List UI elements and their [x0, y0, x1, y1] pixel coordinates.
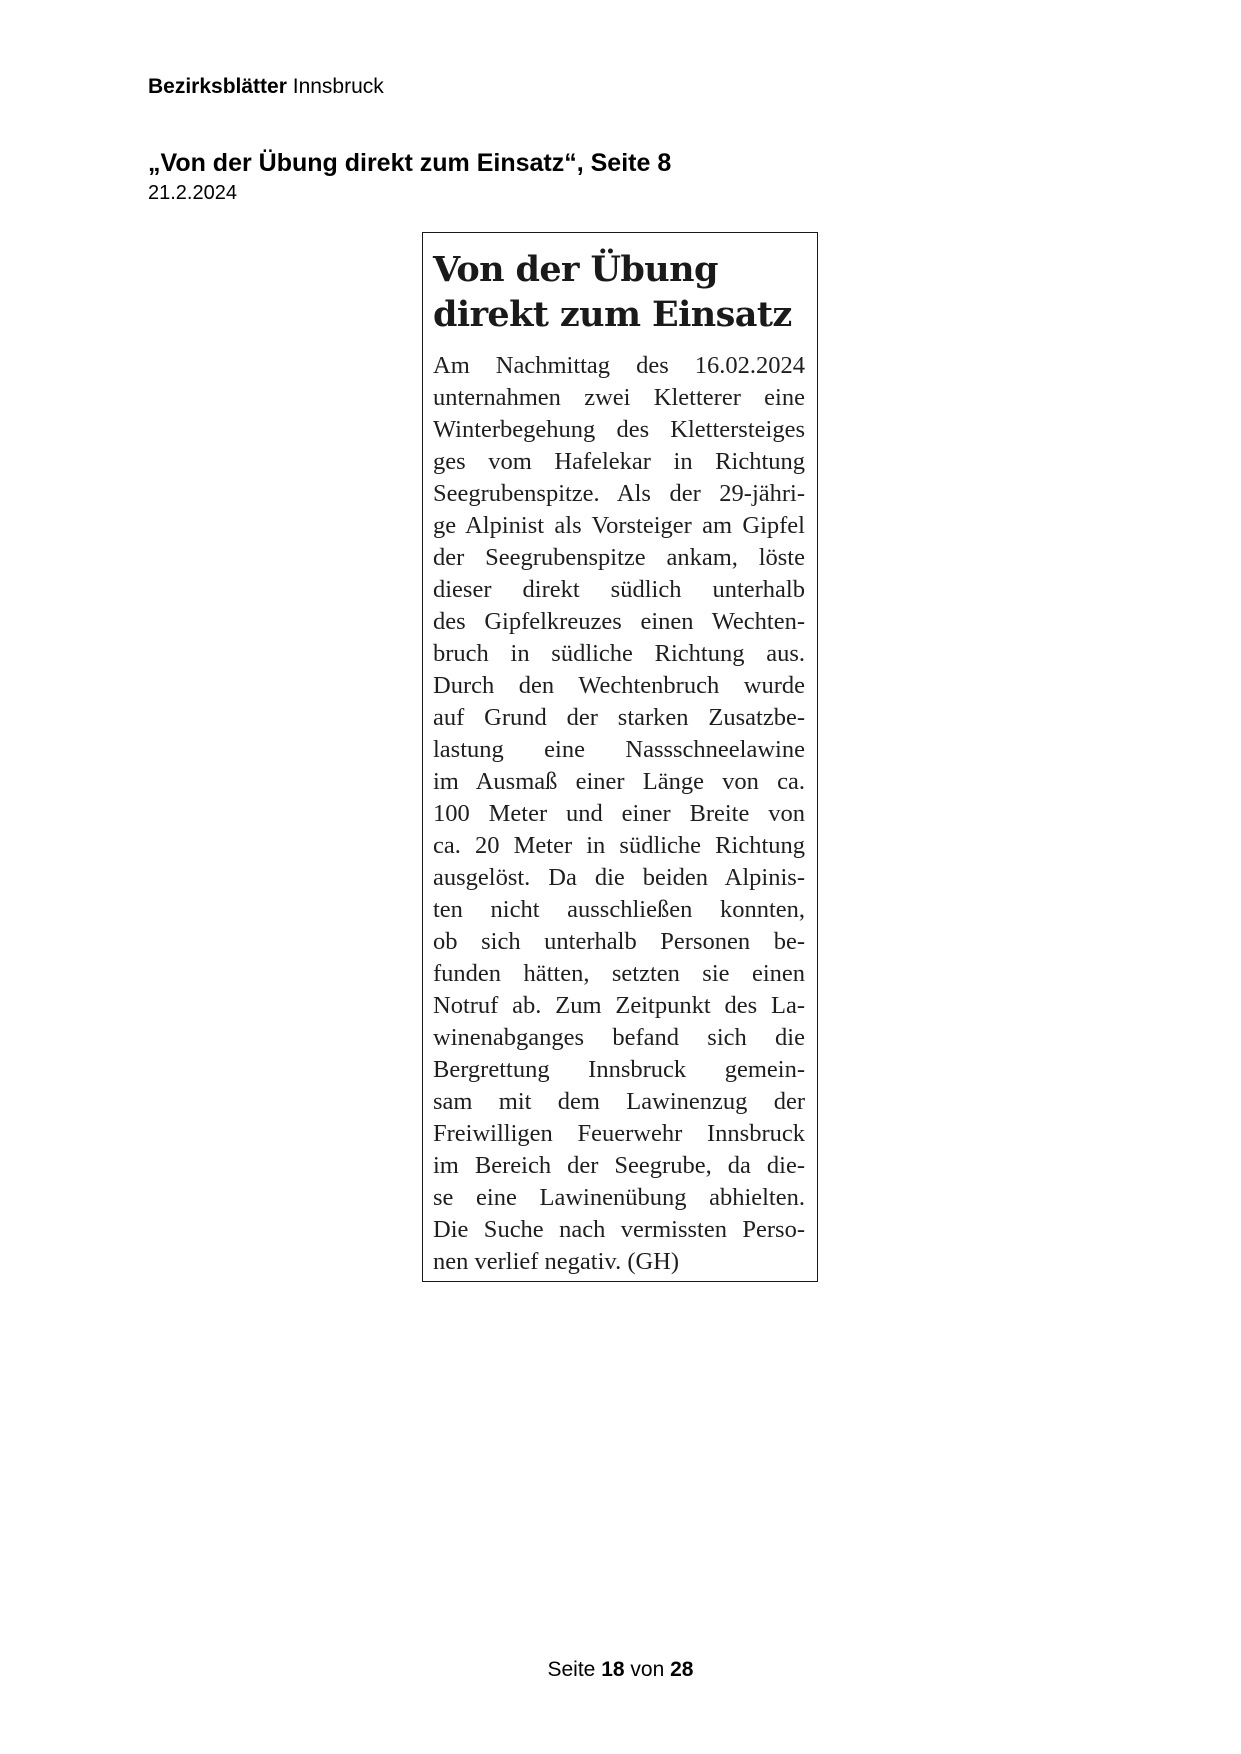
- article-heading: „Von der Übung direkt zum Einsatz“, Seite 8: [148, 149, 672, 177]
- clipping-body-line: der Seegrubenspitze ankam, löste: [433, 544, 805, 571]
- clipping-body-line: ge Alpinist als Vorsteiger am Gipfel: [433, 512, 805, 539]
- clipping-body-line: sam mit dem Lawinenzug der: [433, 1088, 805, 1115]
- clipping-body-line: ausgelöst. Da die beiden Alpinis-: [433, 864, 805, 891]
- clipping-body-line: Die Suche nach vermissten Perso-: [433, 1216, 805, 1243]
- clipping-title: [433, 247, 805, 337]
- clipping-body-line: ob sich unterhalb Personen be-: [433, 928, 805, 955]
- clipping-title-line: Von der Übung: [433, 249, 718, 290]
- clipping-body-line: funden hätten, setzten sie einen: [433, 960, 805, 987]
- publication-line: [148, 74, 384, 100]
- clipping-body-line: unternahmen zwei Kletterer eine: [433, 384, 805, 411]
- clipping-body-line: des Gipfelkreuzes einen Wechten-: [433, 608, 805, 635]
- newspaper-clipping: [422, 232, 818, 1282]
- clipping-body: [433, 350, 805, 1278]
- page-label: Seite: [547, 1658, 596, 1681]
- clipping-body-line: Am Nachmittag des 16.02.2024: [433, 352, 805, 379]
- publication-name: Bezirksblätter: [148, 75, 287, 98]
- clipping-body-line: bruch in südliche Richtung aus.: [433, 640, 805, 667]
- clipping-body-line: auf Grund der starken Zusatzbe-: [433, 704, 805, 731]
- clipping-body-line: ca. 20 Meter in südliche Richtung: [433, 832, 805, 859]
- clipping-body-line: se eine Lawinenübung abhielten.: [433, 1184, 805, 1211]
- clipping-body-line: nen verlief negativ. (GH): [433, 1248, 680, 1275]
- clipping-body-line: winenabganges befand sich die: [433, 1024, 805, 1051]
- clipping-body-line: dieser direkt südlich unterhalb: [433, 576, 805, 603]
- clipping-title-line: direkt zum Einsatz: [433, 294, 792, 335]
- publication-region: Innsbruck: [292, 75, 384, 98]
- total-page-count: 28: [670, 1658, 694, 1681]
- article-date: 21.2.2024: [148, 182, 237, 204]
- clipping-body-line: Seegrubenspitze. Als der 29-jähri-: [433, 480, 805, 507]
- clipping-body-line: im Bereich der Seegrube, da die-: [433, 1152, 805, 1179]
- clipping-body-line: Durch den Wechtenbruch wurde: [433, 672, 805, 699]
- page-separator: von: [630, 1658, 665, 1681]
- current-page-number: 18: [601, 1658, 625, 1681]
- clipping-body-line: Notruf ab. Zum Zeitpunkt des La-: [433, 992, 805, 1019]
- clipping-body-line: ten nicht ausschließen konnten,: [433, 896, 805, 923]
- clipping-body-line: lastung eine Nassschneelawine: [433, 736, 805, 763]
- clipping-body-line: Winterbegehung des Klettersteiges: [433, 416, 805, 443]
- clipping-body-line: Freiwilligen Feuerwehr Innsbruck: [433, 1120, 805, 1147]
- page-number-footer: [0, 1657, 1241, 1683]
- clipping-body-line: im Ausmaß einer Länge von ca.: [433, 768, 805, 795]
- clipping-body-line: Bergrettung Innsbruck gemein-: [433, 1056, 805, 1083]
- clipping-body-line: ges vom Hafelekar in Richtung: [433, 448, 805, 475]
- clipping-body-line: 100 Meter und einer Breite von: [433, 800, 805, 827]
